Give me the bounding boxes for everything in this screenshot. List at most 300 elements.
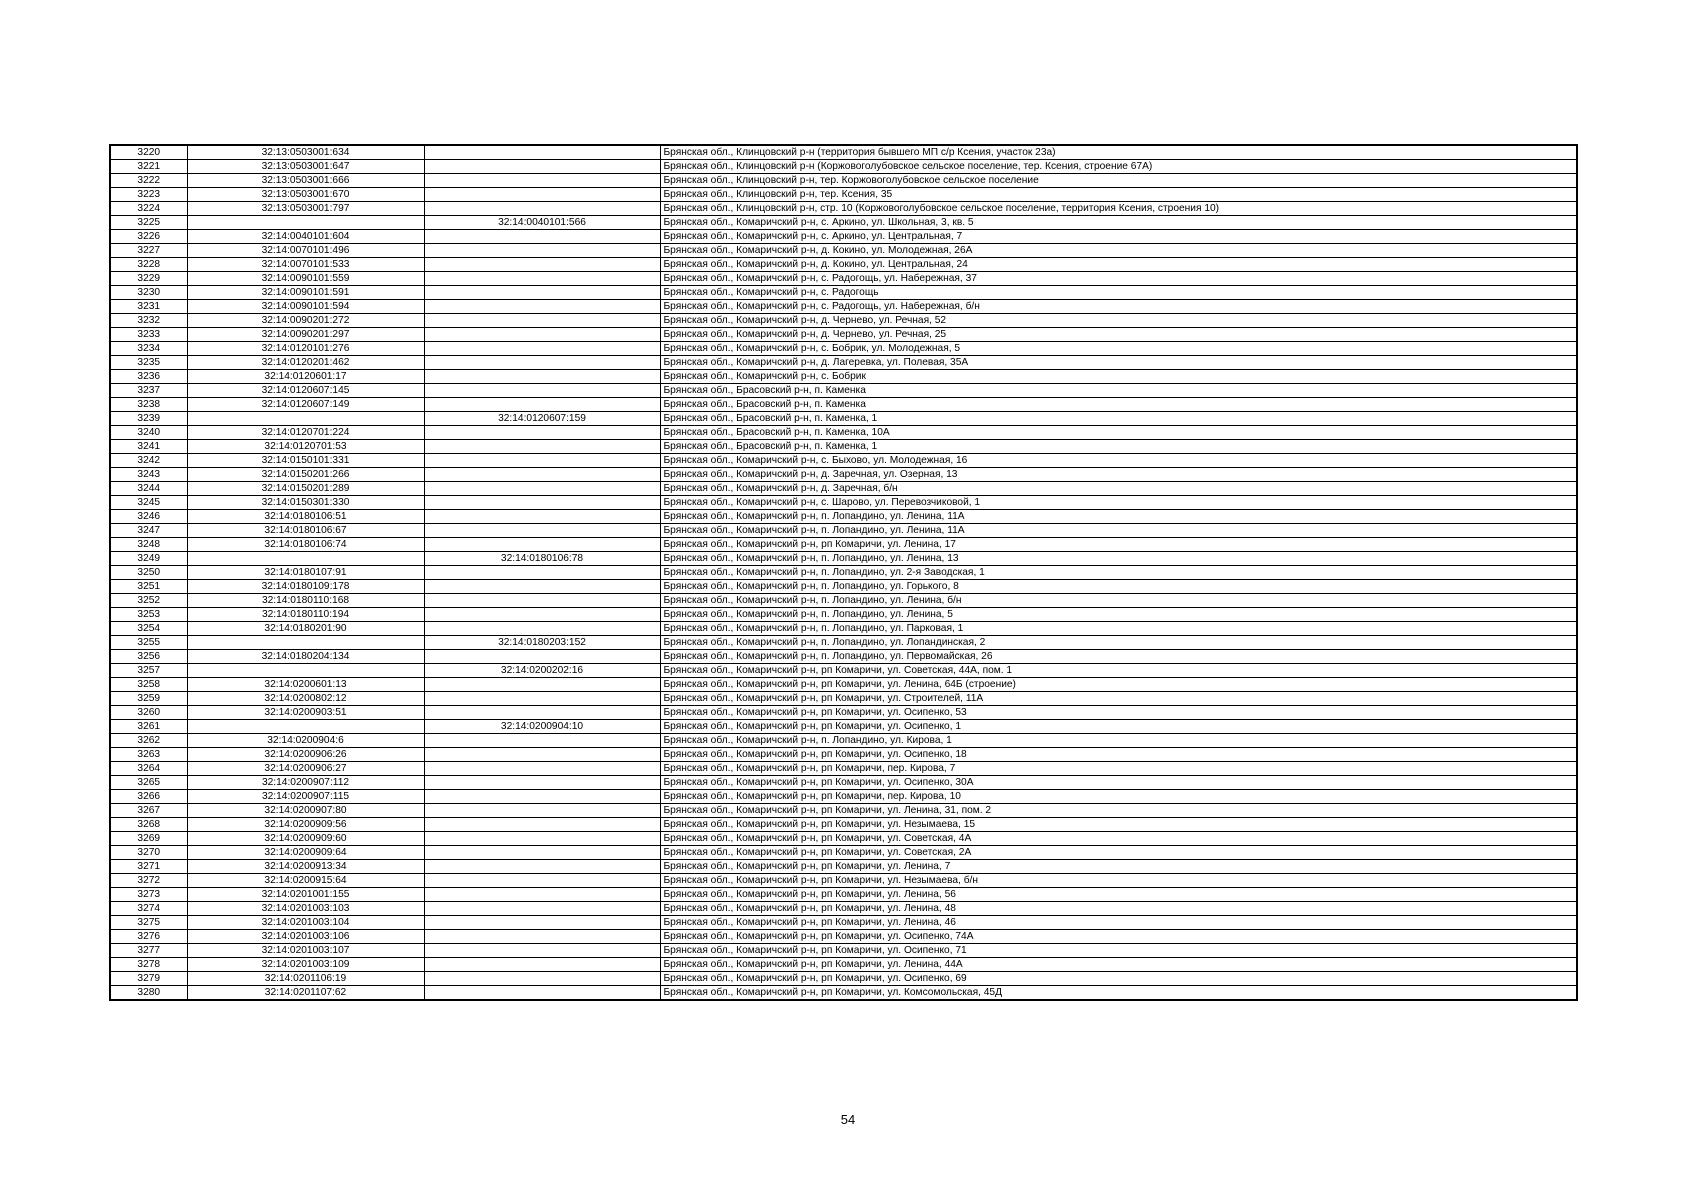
cadastral-number-secondary [424, 426, 660, 440]
address: Брянская обл., Комаричский р-н, рп Комаричи, ул. Осипенко, 69 [660, 972, 1577, 986]
cadastral-number [187, 636, 424, 650]
cadastral-number-secondary [424, 342, 660, 356]
cadastral-number-secondary [424, 384, 660, 398]
cadastral-number-secondary [424, 454, 660, 468]
table-row [110, 426, 1577, 440]
table-row [110, 188, 1577, 202]
cadastral-number-secondary [424, 328, 660, 342]
row-number: 3268 [110, 818, 187, 832]
address: Брянская обл., Комаричский р-н, с. Радогощь, ул. Набережная, 37 [660, 272, 1577, 286]
cadastral-number: 32:14:0180107:91 [187, 566, 424, 580]
cadastral-number-secondary [424, 202, 660, 216]
row-number: 3250 [110, 566, 187, 580]
table-row [110, 650, 1577, 664]
row-number: 3245 [110, 496, 187, 510]
cadastral-number-secondary [424, 832, 660, 846]
address: Брянская обл., Комаричский р-н, п. Лопандино, ул. Лопандинская, 2 [660, 636, 1577, 650]
cadastral-number: 32:14:0200907:112 [187, 776, 424, 790]
address: Брянская обл., Комаричский р-н, рп Комаричи, ул. Осипенко, 30А [660, 776, 1577, 790]
cadastral-number: 32:14:0090101:594 [187, 300, 424, 314]
cadastral-number: 32:14:0120601:17 [187, 370, 424, 384]
cadastral-number: 32:13:0503001:666 [187, 174, 424, 188]
row-number: 3236 [110, 370, 187, 384]
row-number: 3254 [110, 622, 187, 636]
table-row [110, 552, 1577, 566]
address: Брянская обл., Комаричский р-н, п. Лопандино, ул. Горького, 8 [660, 580, 1577, 594]
cadastral-number: 32:14:0200909:56 [187, 818, 424, 832]
address: Брянская обл., Комаричский р-н, рп Комаричи, ул. Ленина, 48 [660, 902, 1577, 916]
cadastral-number: 32:14:0200915:64 [187, 874, 424, 888]
cadastral-number: 32:14:0200906:27 [187, 762, 424, 776]
address: Брянская обл., Комаричский р-н, п. Лопандино, ул. Ленина, б/н [660, 594, 1577, 608]
row-number: 3227 [110, 244, 187, 258]
cadastral-number-secondary [424, 188, 660, 202]
row-number: 3279 [110, 972, 187, 986]
address: Брянская обл., Комаричский р-н, с. Аркино, ул. Школьная, 3, кв. 5 [660, 216, 1577, 230]
table-row [110, 314, 1577, 328]
cadastral-number-secondary [424, 230, 660, 244]
table-row [110, 412, 1577, 426]
table-row [110, 356, 1577, 370]
cadastral-number-secondary [424, 300, 660, 314]
address: Брянская обл., Комаричский р-н, д. Заречная, ул. Озерная, 13 [660, 468, 1577, 482]
address: Брянская обл., Комаричский р-н, д. Кокино, ул. Молодежная, 26А [660, 244, 1577, 258]
table-row [110, 440, 1577, 454]
address: Брянская обл., Клинцовский р-н, тер. Коржовоголубовское сельское поселение [660, 174, 1577, 188]
address: Брянская обл., Комаричский р-н, рп Комаричи, ул. Советская, 4А [660, 832, 1577, 846]
table-row [110, 790, 1577, 804]
cadastral-number-secondary [424, 874, 660, 888]
address: Брянская обл., Комаричский р-н, рп Комаричи, ул. Ленина, 31, пом. 2 [660, 804, 1577, 818]
cadastral-number: 32:14:0150101:331 [187, 454, 424, 468]
cadastral-number: 32:14:0201003:107 [187, 944, 424, 958]
table-row [110, 776, 1577, 790]
row-number: 3239 [110, 412, 187, 426]
address: Брянская обл., Комаричский р-н, с. Бобрик [660, 370, 1577, 384]
address: Брянская обл., Комаричский р-н, с. Радогощь [660, 286, 1577, 300]
table-row [110, 860, 1577, 874]
cadastral-number: 32:14:0180110:194 [187, 608, 424, 622]
cadastral-number-secondary [424, 622, 660, 636]
row-number: 3278 [110, 958, 187, 972]
cadastral-number: 32:14:0070101:496 [187, 244, 424, 258]
cadastral-number-secondary [424, 678, 660, 692]
row-number: 3237 [110, 384, 187, 398]
cadastral-number: 32:14:0200913:34 [187, 860, 424, 874]
address: Брянская обл., Комаричский р-н, рп Комаричи, ул. Осипенко, 53 [660, 706, 1577, 720]
cadastral-number: 32:14:0201001:155 [187, 888, 424, 902]
cadastral-number-secondary [424, 608, 660, 622]
cadastral-number-secondary [424, 818, 660, 832]
cadastral-number: 32:14:0070101:533 [187, 258, 424, 272]
table-row [110, 958, 1577, 972]
table-row [110, 202, 1577, 216]
table-row [110, 496, 1577, 510]
cadastral-number-secondary [424, 440, 660, 454]
cadastral-number-secondary [424, 846, 660, 860]
cadastral-number: 32:14:0120607:149 [187, 398, 424, 412]
cadastral-number: 32:14:0090201:272 [187, 314, 424, 328]
cadastral-number-secondary [424, 244, 660, 258]
cadastral-number: 32:14:0200904:6 [187, 734, 424, 748]
table-row [110, 972, 1577, 986]
table-row [110, 342, 1577, 356]
address: Брянская обл., Комаричский р-н, д. Заречная, б/н [660, 482, 1577, 496]
cadastral-number-secondary: 32:14:0200904:10 [424, 720, 660, 734]
row-number: 3265 [110, 776, 187, 790]
table-row [110, 832, 1577, 846]
table-row [110, 510, 1577, 524]
address: Брянская обл., Брасовский р-н, п. Каменка, 1 [660, 412, 1577, 426]
address: Брянская обл., Комаричский р-н, рп Комаричи, ул. Осипенко, 1 [660, 720, 1577, 734]
address: Брянская обл., Комаричский р-н, п. Лопандино, ул. Кирова, 1 [660, 734, 1577, 748]
cadastral-number-secondary [424, 286, 660, 300]
table-row [110, 594, 1577, 608]
row-number: 3230 [110, 286, 187, 300]
cadastral-number-secondary: 32:14:0040101:566 [424, 216, 660, 230]
table-row [110, 916, 1577, 930]
row-number: 3233 [110, 328, 187, 342]
page-number: 54 [840, 1112, 856, 1127]
cadastral-number: 32:14:0201107:62 [187, 986, 424, 1001]
cadastral-number-secondary [424, 790, 660, 804]
address: Брянская обл., Комаричский р-н, рп Комаричи, ул. Незымаева, 15 [660, 818, 1577, 832]
row-number: 3261 [110, 720, 187, 734]
row-number: 3270 [110, 846, 187, 860]
cadastral-number-secondary [424, 706, 660, 720]
cadastral-number: 32:14:0120101:276 [187, 342, 424, 356]
cadastral-number-secondary [424, 566, 660, 580]
address: Брянская обл., Комаричский р-н, п. Лопандино, ул. Ленина, 13 [660, 552, 1577, 566]
cadastral-number: 32:14:0040101:604 [187, 230, 424, 244]
table-row [110, 216, 1577, 230]
cadastral-number-secondary [424, 692, 660, 706]
table-row [110, 748, 1577, 762]
cadastral-number: 32:14:0180201:90 [187, 622, 424, 636]
row-number: 3247 [110, 524, 187, 538]
address: Брянская обл., Комаричский р-н, с. Радогощь, ул. Набережная, б/н [660, 300, 1577, 314]
row-number: 3277 [110, 944, 187, 958]
cadastral-number: 32:14:0200909:64 [187, 846, 424, 860]
cadastral-number: 32:13:0503001:634 [187, 145, 424, 160]
cadastral-number-secondary [424, 650, 660, 664]
address: Брянская обл., Брасовский р-н, п. Каменка, 10А [660, 426, 1577, 440]
cadastral-number-secondary [424, 972, 660, 986]
address: Брянская обл., Комаричский р-н, рп Комаричи, ул. Ленина, 7 [660, 860, 1577, 874]
table-row [110, 664, 1577, 678]
row-number: 3280 [110, 986, 187, 1001]
row-number: 3225 [110, 216, 187, 230]
row-number: 3222 [110, 174, 187, 188]
row-number: 3249 [110, 552, 187, 566]
cadastral-number-secondary [424, 356, 660, 370]
cadastral-number: 32:14:0120201:462 [187, 356, 424, 370]
row-number: 3226 [110, 230, 187, 244]
table-row [110, 566, 1577, 580]
cadastral-number-secondary [424, 258, 660, 272]
cadastral-number-secondary [424, 734, 660, 748]
row-number: 3252 [110, 594, 187, 608]
cadastral-number-secondary [424, 902, 660, 916]
table-row [110, 944, 1577, 958]
table-row [110, 720, 1577, 734]
address: Брянская обл., Комаричский р-н, рп Комаричи, ул. Ленина, 64Б (строение) [660, 678, 1577, 692]
row-number: 3244 [110, 482, 187, 496]
row-number: 3266 [110, 790, 187, 804]
row-number: 3259 [110, 692, 187, 706]
cadastral-number-secondary [424, 916, 660, 930]
table-row [110, 818, 1577, 832]
cadastral-number-secondary [424, 370, 660, 384]
cadastral-number: 32:14:0200601:13 [187, 678, 424, 692]
row-number: 3256 [110, 650, 187, 664]
cadastral-number: 32:14:0200903:51 [187, 706, 424, 720]
cadastral-number-secondary [424, 482, 660, 496]
cadastral-number: 32:14:0090101:591 [187, 286, 424, 300]
cadastral-number: 32:14:0200906:26 [187, 748, 424, 762]
address: Брянская обл., Клинцовский р-н, тер. Ксения, 35 [660, 188, 1577, 202]
address: Брянская обл., Комаричский р-н, п. Лопандино, ул. Парковая, 1 [660, 622, 1577, 636]
cadastral-number [187, 664, 424, 678]
row-number: 3269 [110, 832, 187, 846]
cadastral-number: 32:14:0120701:224 [187, 426, 424, 440]
row-number: 3271 [110, 860, 187, 874]
row-number: 3274 [110, 902, 187, 916]
cadastral-number-secondary [424, 524, 660, 538]
row-number: 3255 [110, 636, 187, 650]
table-row [110, 930, 1577, 944]
cadastral-number: 32:14:0120701:53 [187, 440, 424, 454]
address: Брянская обл., Комаричский р-н, рп Комаричи, ул. Советская, 2А [660, 846, 1577, 860]
cadastral-number: 32:14:0201106:19 [187, 972, 424, 986]
address: Брянская обл., Комаричский р-н, с. Шарово, ул. Перевозчиковой, 1 [660, 496, 1577, 510]
row-number: 3240 [110, 426, 187, 440]
address: Брянская обл., Комаричский р-н, п. Лопандино, ул. Ленина, 5 [660, 608, 1577, 622]
cadastral-number-secondary [424, 510, 660, 524]
table-row [110, 370, 1577, 384]
table-row [110, 482, 1577, 496]
address: Брянская обл., Комаричский р-н, с. Быхово, ул. Молодежная, 16 [660, 454, 1577, 468]
registry-table-body [110, 145, 1577, 1000]
cadastral-number-secondary [424, 930, 660, 944]
address: Брянская обл., Комаричский р-н, с. Аркино, ул. Центральная, 7 [660, 230, 1577, 244]
table-row [110, 538, 1577, 552]
address: Брянская обл., Комаричский р-н, с. Бобрик, ул. Молодежная, 5 [660, 342, 1577, 356]
cadastral-number-secondary [424, 160, 660, 174]
cadastral-number: 32:13:0503001:670 [187, 188, 424, 202]
address: Брянская обл., Комаричский р-н, рп Комаричи, ул. Ленина, 17 [660, 538, 1577, 552]
row-number: 3275 [110, 916, 187, 930]
address: Брянская обл., Комаричский р-н, рп Комаричи, пер. Кирова, 7 [660, 762, 1577, 776]
row-number: 3258 [110, 678, 187, 692]
cadastral-number-secondary [424, 314, 660, 328]
table-row [110, 258, 1577, 272]
row-number: 3220 [110, 145, 187, 160]
table-row [110, 846, 1577, 860]
address: Брянская обл., Брасовский р-н, п. Каменка [660, 384, 1577, 398]
cadastral-number-secondary: 32:14:0180106:78 [424, 552, 660, 566]
cadastral-number: 32:14:0150201:289 [187, 482, 424, 496]
row-number: 3238 [110, 398, 187, 412]
cadastral-number-secondary [424, 776, 660, 790]
cadastral-number-secondary [424, 888, 660, 902]
row-number: 3263 [110, 748, 187, 762]
cadastral-number: 32:14:0180106:74 [187, 538, 424, 552]
address: Брянская обл., Комаричский р-н, рп Комаричи, ул. Ленина, 44А [660, 958, 1577, 972]
row-number: 3241 [110, 440, 187, 454]
table-row [110, 454, 1577, 468]
table-row [110, 145, 1577, 160]
cadastral-number-secondary [424, 272, 660, 286]
cadastral-number-secondary [424, 594, 660, 608]
address: Брянская обл., Комаричский р-н, п. Лопандино, ул. Ленина, 11А [660, 524, 1577, 538]
row-number: 3276 [110, 930, 187, 944]
registry-table [109, 144, 1578, 1001]
address: Брянская обл., Комаричский р-н, рп Комаричи, ул. Осипенко, 18 [660, 748, 1577, 762]
row-number: 3231 [110, 300, 187, 314]
cadastral-number: 32:14:0180204:134 [187, 650, 424, 664]
table-row [110, 692, 1577, 706]
table-row [110, 888, 1577, 902]
address: Брянская обл., Комаричский р-н, д. Чернево, ул. Речная, 52 [660, 314, 1577, 328]
table-row [110, 580, 1577, 594]
address: Брянская обл., Комаричский р-н, д. Чернево, ул. Речная, 25 [660, 328, 1577, 342]
row-number: 3232 [110, 314, 187, 328]
table-row [110, 244, 1577, 258]
table-row [110, 300, 1577, 314]
address: Брянская обл., Комаричский р-н, рп Комаричи, пер. Кирова, 10 [660, 790, 1577, 804]
table-row [110, 874, 1577, 888]
cadastral-number: 32:14:0201003:104 [187, 916, 424, 930]
table-row [110, 762, 1577, 776]
address: Брянская обл., Брасовский р-н, п. Каменка [660, 398, 1577, 412]
cadastral-number [187, 412, 424, 426]
cadastral-number: 32:14:0150301:330 [187, 496, 424, 510]
row-number: 3228 [110, 258, 187, 272]
cadastral-number: 32:14:0090101:559 [187, 272, 424, 286]
row-number: 3262 [110, 734, 187, 748]
row-number: 3234 [110, 342, 187, 356]
row-number: 3223 [110, 188, 187, 202]
address: Брянская обл., Комаричский р-н, рп Комаричи, ул. Ленина, 46 [660, 916, 1577, 930]
cadastral-number-secondary [424, 145, 660, 160]
row-number: 3229 [110, 272, 187, 286]
address: Брянская обл., Комаричский р-н, д. Лагеревка, ул. Полевая, 35А [660, 356, 1577, 370]
row-number: 3273 [110, 888, 187, 902]
cadastral-number: 32:13:0503001:647 [187, 160, 424, 174]
cadastral-number: 32:14:0180106:67 [187, 524, 424, 538]
row-number: 3260 [110, 706, 187, 720]
cadastral-number [187, 720, 424, 734]
cadastral-number: 32:14:0180106:51 [187, 510, 424, 524]
cadastral-number: 32:14:0180109:178 [187, 580, 424, 594]
cadastral-number-secondary [424, 762, 660, 776]
table-row [110, 160, 1577, 174]
cadastral-number-secondary [424, 580, 660, 594]
address: Брянская обл., Комаричский р-н, рп Комаричи, ул. Осипенко, 71 [660, 944, 1577, 958]
cadastral-number [187, 552, 424, 566]
address: Брянская обл., Комаричский р-н, рп Комаричи, ул. Ленина, 56 [660, 888, 1577, 902]
table-row [110, 174, 1577, 188]
cadastral-number: 32:14:0201003:106 [187, 930, 424, 944]
cadastral-number: 32:14:0200909:60 [187, 832, 424, 846]
address: Брянская обл., Комаричский р-н, п. Лопандино, ул. 2-я Заводская, 1 [660, 566, 1577, 580]
cadastral-number-secondary [424, 804, 660, 818]
table-row [110, 524, 1577, 538]
address: Брянская обл., Комаричский р-н, рп Комаричи, ул. Строителей, 11А [660, 692, 1577, 706]
row-number: 3248 [110, 538, 187, 552]
row-number: 3235 [110, 356, 187, 370]
cadastral-number-secondary [424, 174, 660, 188]
cadastral-number: 32:14:0180110:168 [187, 594, 424, 608]
address: Брянская обл., Комаричский р-н, рп Комаричи, ул. Осипенко, 74А [660, 930, 1577, 944]
cadastral-number-secondary [424, 986, 660, 1001]
cadastral-number-secondary: 32:14:0200202:16 [424, 664, 660, 678]
table-row [110, 230, 1577, 244]
address: Брянская обл., Комаричский р-н, д. Кокино, ул. Центральная, 24 [660, 258, 1577, 272]
cadastral-number: 32:14:0200802:12 [187, 692, 424, 706]
address: Брянская обл., Брасовский р-н, п. Каменка, 1 [660, 440, 1577, 454]
cadastral-number-secondary [424, 496, 660, 510]
cadastral-number: 32:14:0201003:109 [187, 958, 424, 972]
row-number: 3224 [110, 202, 187, 216]
cadastral-number: 32:13:0503001:797 [187, 202, 424, 216]
table-row [110, 678, 1577, 692]
address: Брянская обл., Клинцовский р-н, стр. 10 (Коржовоголубовское сельское поселение, территория Ксения, строения 10) [660, 202, 1577, 216]
table-row [110, 286, 1577, 300]
table-row [110, 468, 1577, 482]
cadastral-number: 32:14:0200907:80 [187, 804, 424, 818]
address: Брянская обл., Клинцовский р-н (Коржовоголубовское сельское поселение, тер. Ксения, строение 67А) [660, 160, 1577, 174]
cadastral-number-secondary [424, 398, 660, 412]
address: Брянская обл., Комаричский р-н, рп Комаричи, ул. Советская, 44А, пом. 1 [660, 664, 1577, 678]
address: Брянская обл., Комаричский р-н, п. Лопандино, ул. Ленина, 11А [660, 510, 1577, 524]
row-number: 3243 [110, 468, 187, 482]
cadastral-number: 32:14:0201003:103 [187, 902, 424, 916]
table-row [110, 706, 1577, 720]
address: Брянская обл., Комаричский р-н, рп Комаричи, ул. Незымаева, б/н [660, 874, 1577, 888]
table-row [110, 384, 1577, 398]
row-number: 3251 [110, 580, 187, 594]
cadastral-number: 32:14:0200907:115 [187, 790, 424, 804]
table-row [110, 902, 1577, 916]
cadastral-number-secondary: 32:14:0180203:152 [424, 636, 660, 650]
cadastral-number: 32:14:0090201:297 [187, 328, 424, 342]
table-row [110, 398, 1577, 412]
row-number: 3253 [110, 608, 187, 622]
row-number: 3221 [110, 160, 187, 174]
cadastral-number-secondary [424, 748, 660, 762]
cadastral-number [187, 216, 424, 230]
table-row [110, 328, 1577, 342]
table-row [110, 622, 1577, 636]
row-number: 3272 [110, 874, 187, 888]
row-number: 3242 [110, 454, 187, 468]
cadastral-number-secondary [424, 958, 660, 972]
row-number: 3257 [110, 664, 187, 678]
cadastral-number-secondary [424, 944, 660, 958]
table-row [110, 986, 1577, 1001]
row-number: 3264 [110, 762, 187, 776]
address: Брянская обл., Комаричский р-н, п. Лопандино, ул. Первомайская, 26 [660, 650, 1577, 664]
table-row [110, 804, 1577, 818]
row-number: 3246 [110, 510, 187, 524]
cadastral-number-secondary [424, 468, 660, 482]
table-row [110, 636, 1577, 650]
cadastral-number-secondary [424, 538, 660, 552]
table-row [110, 272, 1577, 286]
cadastral-number-secondary [424, 860, 660, 874]
